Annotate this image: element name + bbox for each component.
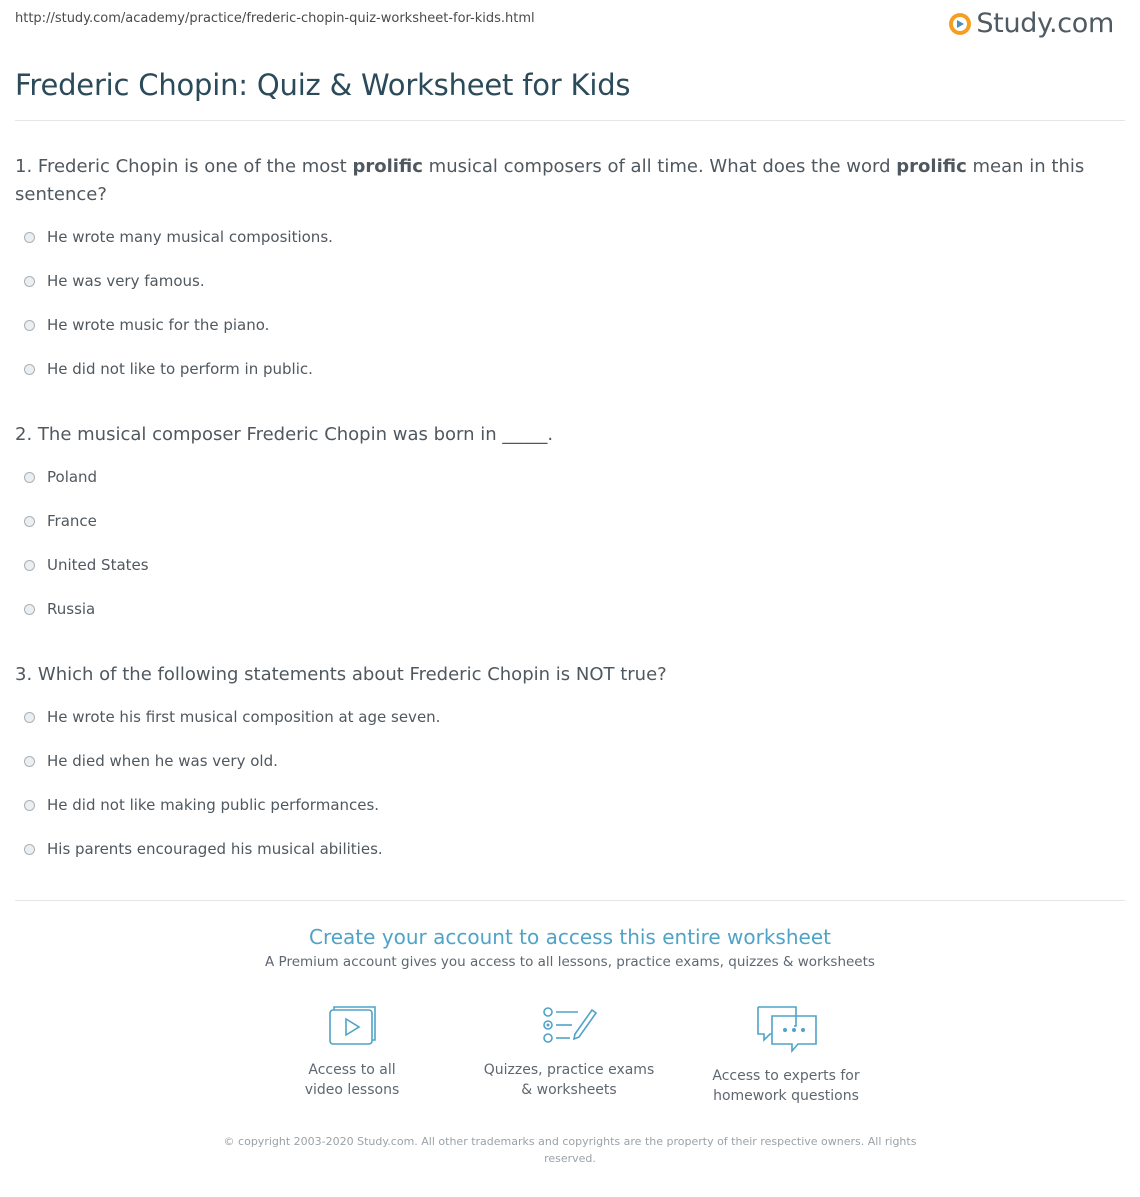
page-title: Frederic Chopin: Quiz & Worksheet for Kids — [15, 68, 631, 102]
radio-button[interactable] — [24, 364, 35, 375]
q3-choice-3[interactable]: He did not like making public performances. — [24, 796, 379, 814]
feature-experts — [686, 1004, 886, 1106]
feature-label: Access to experts for homework questions — [712, 1068, 860, 1104]
radio-button[interactable] — [24, 472, 35, 483]
radio-button[interactable] — [24, 800, 35, 811]
q2-choice-4[interactable]: Russia — [24, 600, 95, 618]
copyright-notice: © copyright 2003-2020 Study.com. All other trademarks and copyrights are the property of their respective owners. All rights reserved. — [223, 1135, 917, 1165]
cta-subtitle: A Premium account gives you access to all lessons, practice exams, quizzes & worksheets — [265, 954, 875, 970]
question-1: 1. Frederic Chopin is one of the most prolific musical composers of all time. What does the word prolific mean in this sentence? — [15, 156, 1085, 205]
radio-button[interactable] — [24, 712, 35, 723]
logo-play-icon — [949, 13, 971, 35]
q3-choice-4[interactable]: His parents encouraged his musical abilities. — [24, 840, 383, 858]
q3-choice-1[interactable]: He wrote his first musical composition at age seven. — [24, 708, 440, 726]
study-logo[interactable] — [949, 8, 1114, 39]
radio-button[interactable] — [24, 232, 35, 243]
cta-title[interactable]: Create your account to access this entire worksheet — [309, 925, 831, 949]
question-3: 3. Which of the following statements about Frederic Chopin is NOT true? — [15, 664, 667, 685]
feature-quizzes — [469, 1004, 669, 1100]
q2-choice-1[interactable]: Poland — [24, 468, 97, 486]
chat-bubbles-icon — [754, 1004, 818, 1054]
radio-button[interactable] — [24, 320, 35, 331]
page-url: http://study.com/academy/practice/frederic-chopin-quiz-worksheet-for-kids.html — [15, 11, 535, 26]
radio-button[interactable] — [24, 560, 35, 571]
feature-video-lessons — [252, 1004, 452, 1100]
q1-choice-3[interactable]: He wrote music for the piano. — [24, 316, 269, 334]
cta-divider — [15, 900, 1125, 901]
logo-text: Study.com — [976, 8, 1114, 39]
q1-choice-1[interactable]: He wrote many musical compositions. — [24, 228, 333, 246]
q1-choice-2[interactable]: He was very famous. — [24, 272, 205, 290]
radio-button[interactable] — [24, 516, 35, 527]
title-divider — [15, 120, 1125, 121]
q1-choice-4[interactable]: He did not like to perform in public. — [24, 360, 313, 378]
q3-choice-2[interactable]: He died when he was very old. — [24, 752, 278, 770]
radio-button[interactable] — [24, 844, 35, 855]
radio-button[interactable] — [24, 756, 35, 767]
q2-choice-3[interactable]: United States — [24, 556, 149, 574]
radio-button[interactable] — [24, 276, 35, 287]
feature-label: Quizzes, practice exams & worksheets — [483, 1062, 655, 1098]
video-lessons-icon — [326, 1004, 378, 1048]
radio-button[interactable] — [24, 604, 35, 615]
quiz-checklist-icon — [540, 1004, 598, 1048]
feature-label: Access to all video lessons — [304, 1062, 400, 1098]
question-2: 2. The musical composer Frederic Chopin was born in _____. — [15, 424, 554, 445]
q2-choice-2[interactable]: France — [24, 512, 97, 530]
